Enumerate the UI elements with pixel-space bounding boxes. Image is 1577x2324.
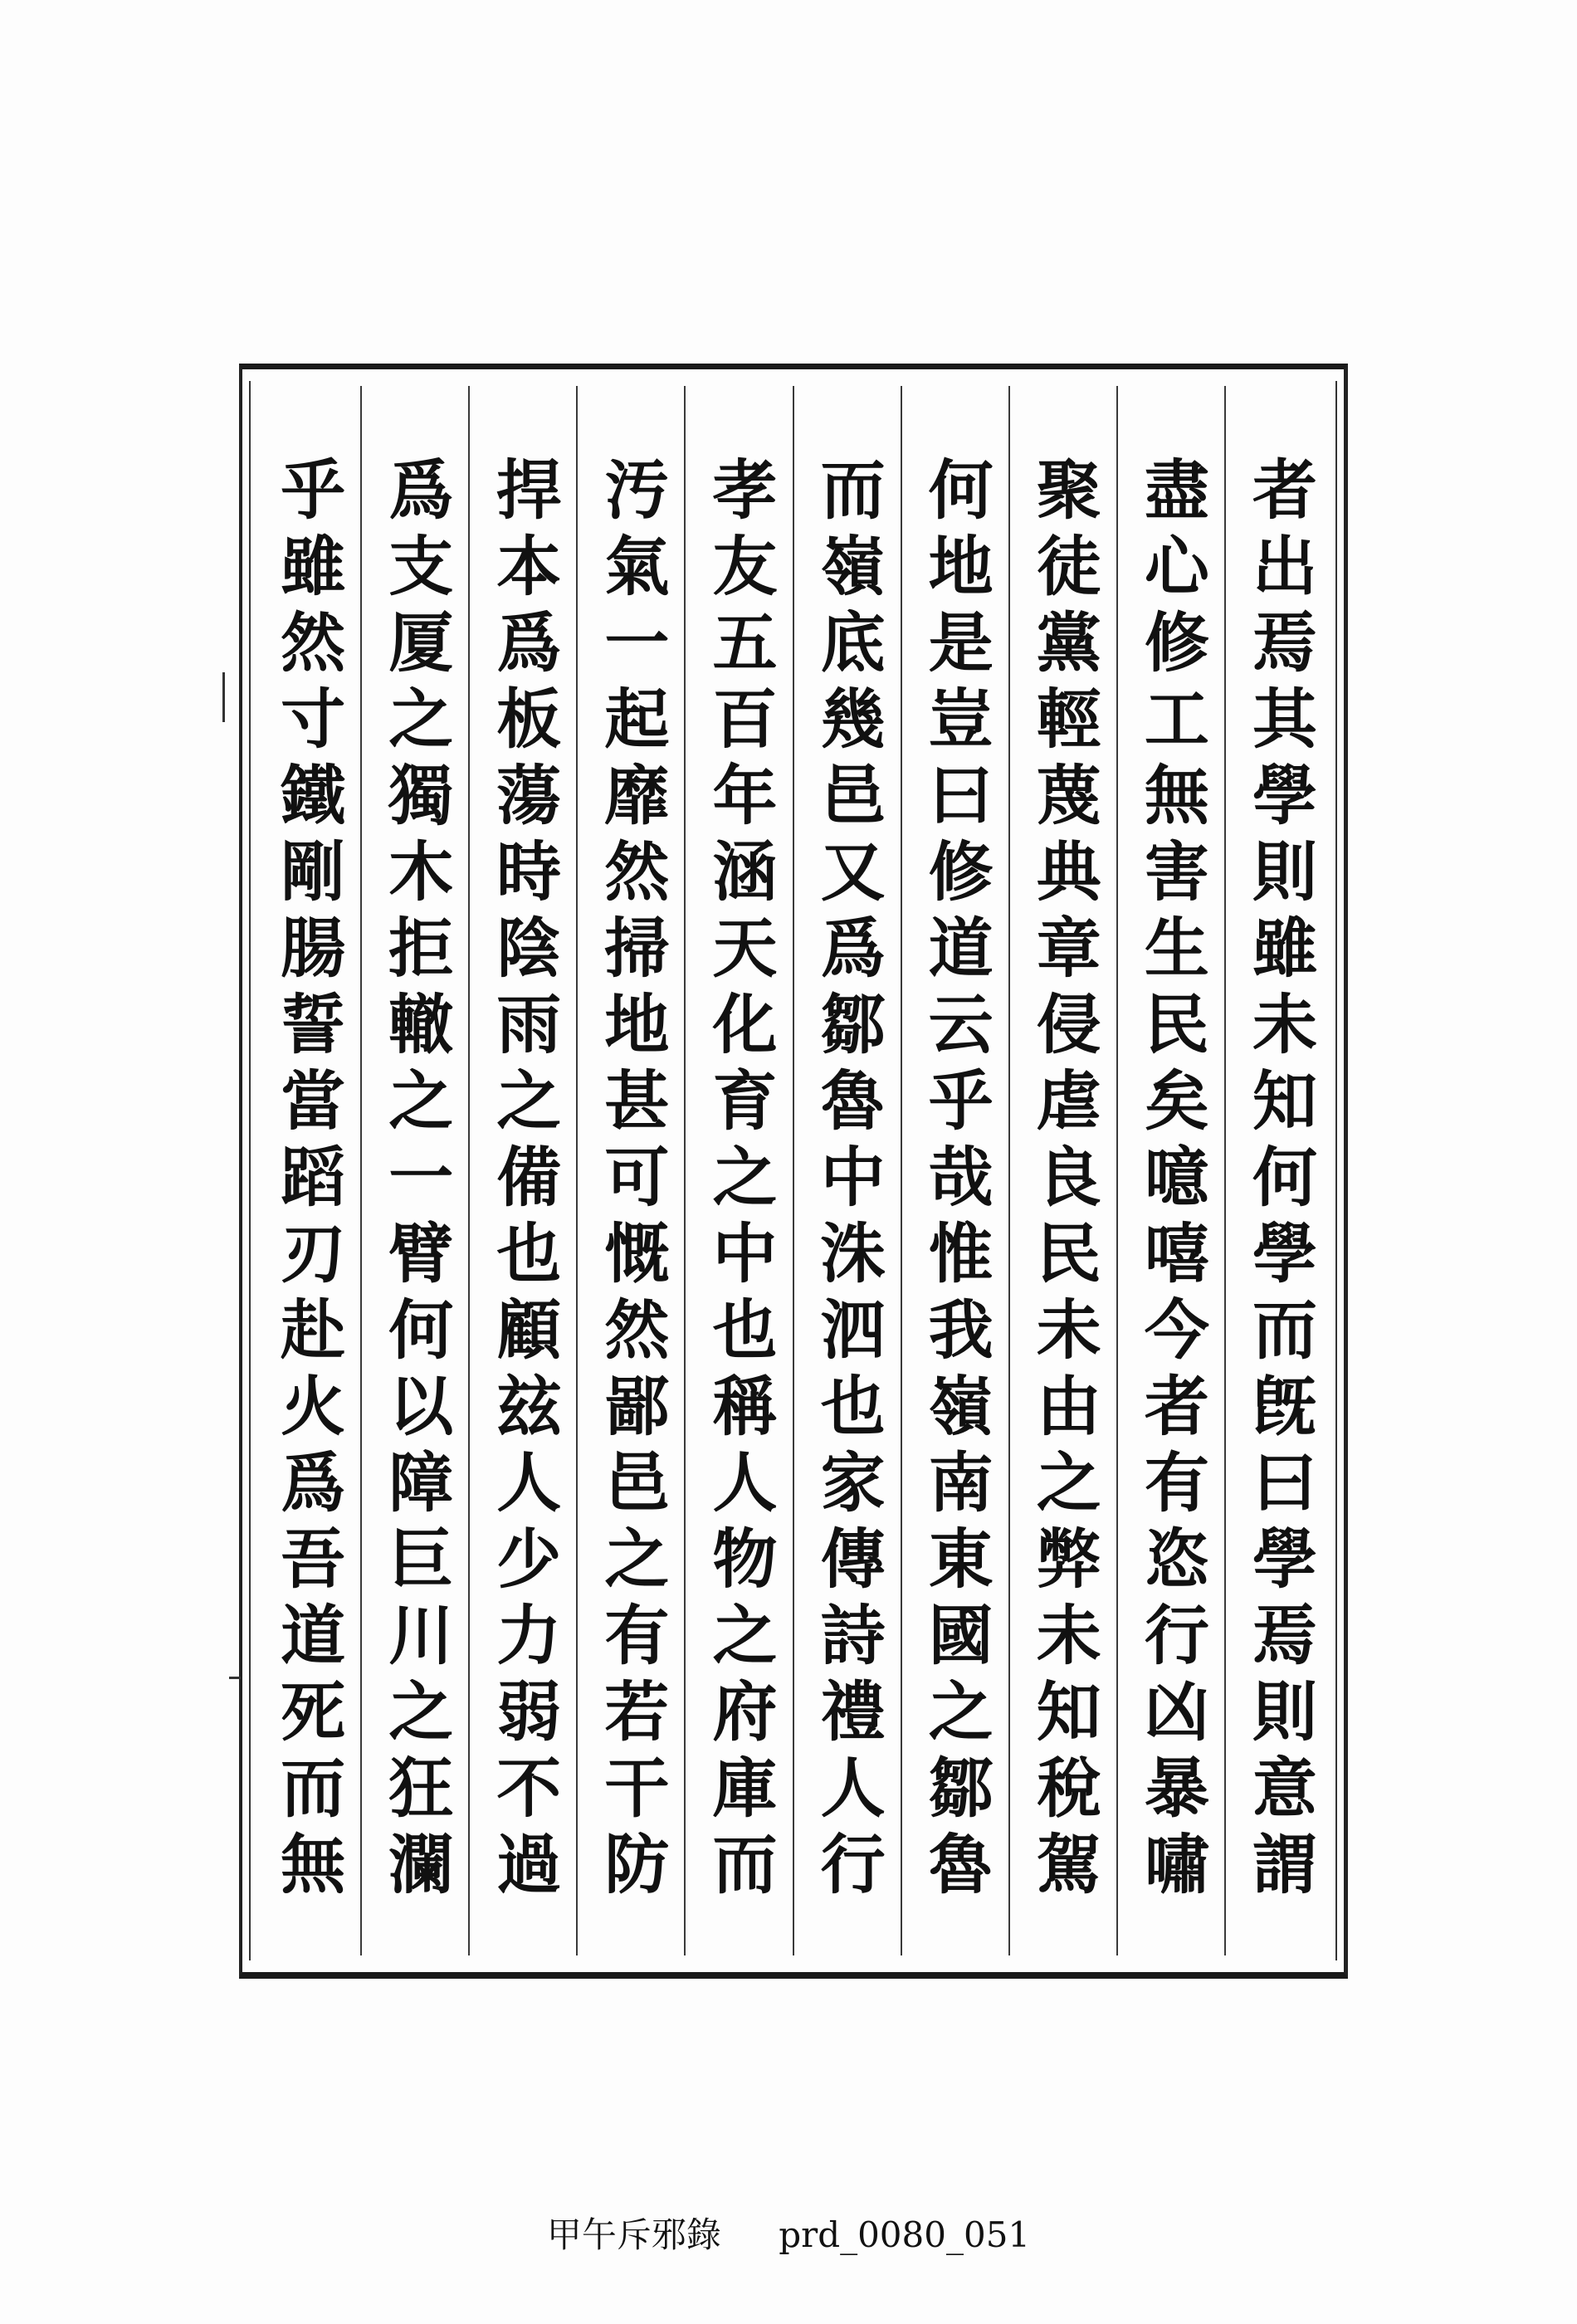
page-footer [0, 2208, 1577, 2258]
text-column [793, 386, 901, 1955]
text-column [254, 386, 360, 1955]
text-column [468, 386, 576, 1955]
column-text: 汚氣一起靡然掃地甚可慨然鄙邑之有若干防 [593, 456, 670, 1907]
text-columns [254, 386, 1332, 1955]
text-column [1116, 386, 1224, 1955]
text-column [1224, 386, 1332, 1955]
column-text: 捍本爲板蕩時陰雨之備也顧玆人少力弱不過 [486, 456, 562, 1907]
column-text: 聚徒黨輕蔑典章侵虐良民未由之弊未知稅駕 [1025, 456, 1101, 1907]
column-text: 而嶺底幾邑又爲鄒魯中洙泗也家傳詩禮人行 [809, 456, 886, 1907]
text-column [576, 386, 684, 1955]
footer-code: prd_0080_051 [779, 2214, 1031, 2255]
column-text: 何地是豈曰修道云乎哉惟我嶺南東國之鄒魯 [917, 456, 994, 1907]
column-text: 盡心修工無害生民矣噫嘻今者有恣行凶暴嘯 [1133, 456, 1209, 1907]
page-border [239, 364, 1348, 1979]
text-column [684, 386, 792, 1955]
footer-title: 甲午斥邪錄 [546, 2214, 721, 2255]
text-column [360, 386, 468, 1955]
fold-mark [222, 672, 243, 722]
text-column [901, 386, 1008, 1955]
column-text: 者出焉其學則雖未知何學而旣曰學焉則意謂 [1241, 456, 1317, 1907]
text-column [1008, 386, 1116, 1955]
column-text: 乎雖然寸鐵剛腸誓當蹈刃赴火爲吾道死而無 [270, 456, 346, 1907]
edge-tick [229, 1677, 241, 1679]
column-text: 孝友五百年涵天化育之中也稱人物之府庫而 [701, 456, 778, 1907]
column-text: 爲支厦之獨木拒轍之一臂何以障巨川之狂瀾 [378, 456, 454, 1907]
